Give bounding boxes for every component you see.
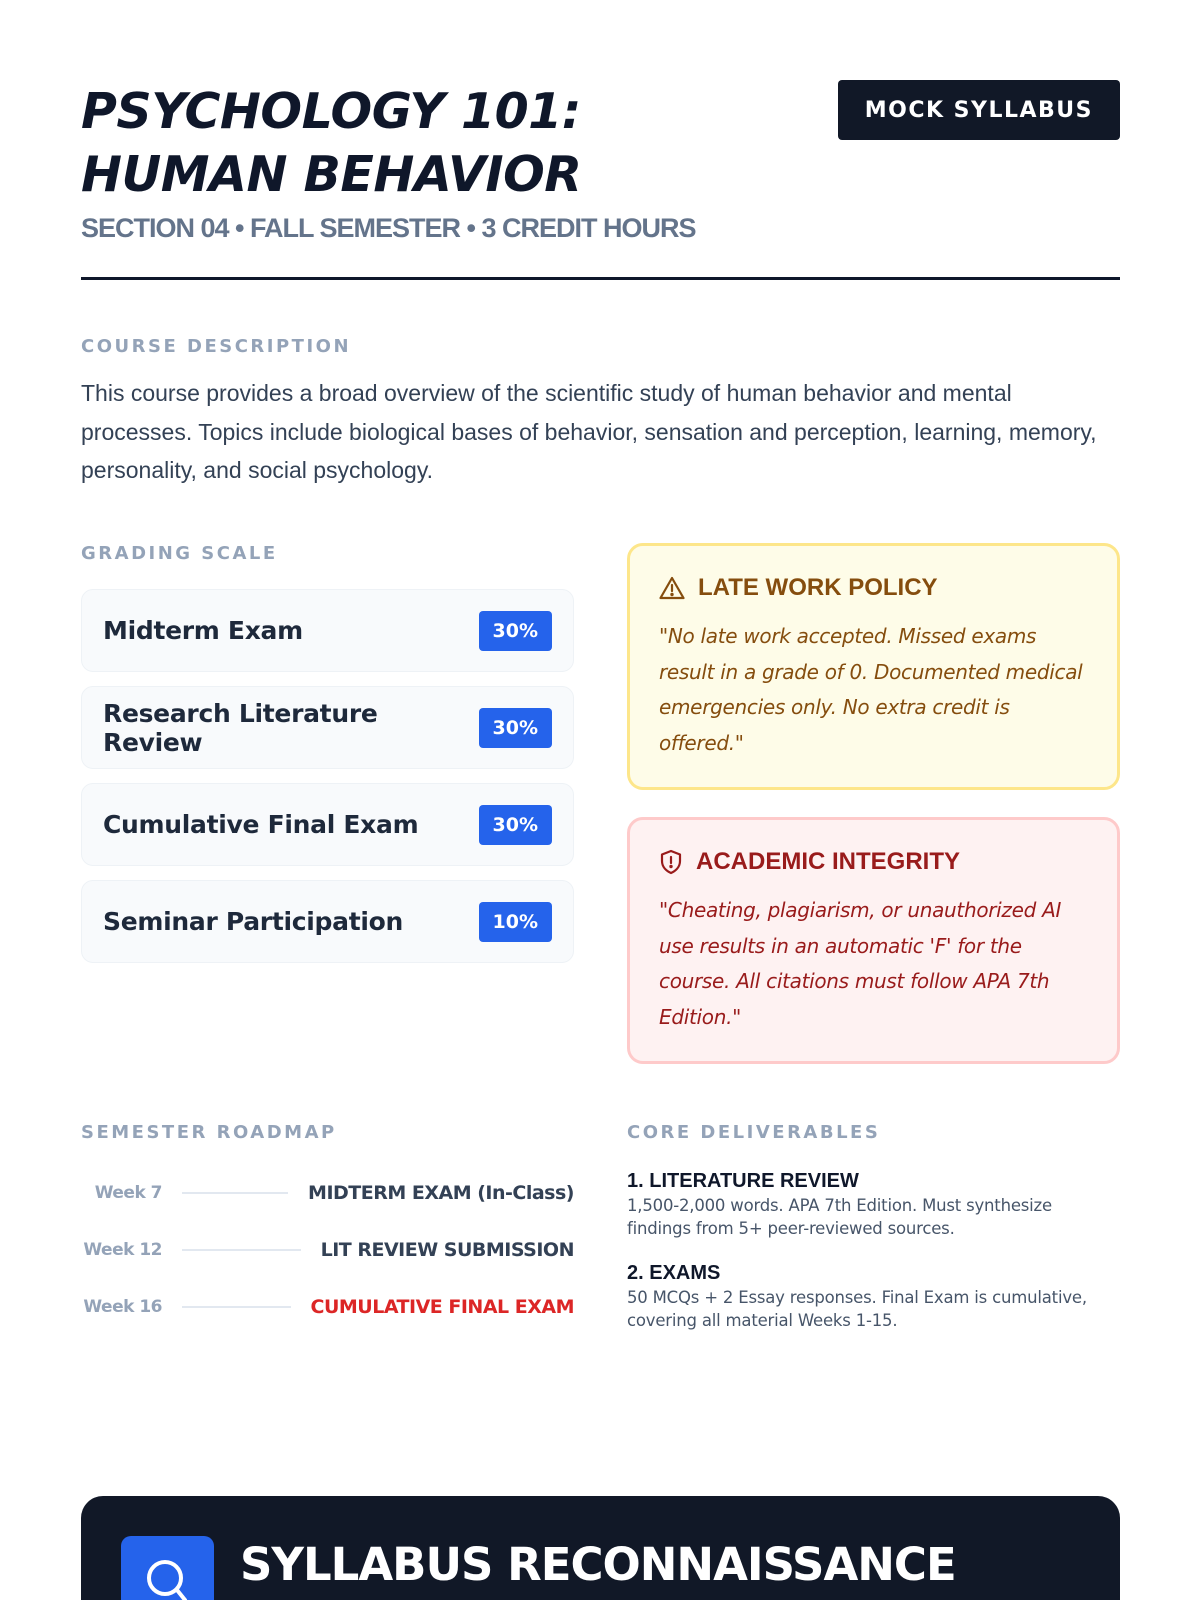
- semester-roadmap: [81, 1164, 574, 1335]
- warning-triangle-icon: [659, 576, 685, 600]
- grading-list: [81, 589, 574, 977]
- deliverable-title: 1. LITERATURE REVIEW: [627, 1170, 859, 1192]
- grade-item: [81, 589, 574, 672]
- roadmap-item: [81, 1278, 574, 1335]
- search-icon: [141, 1558, 195, 1600]
- grade-item: [81, 880, 574, 963]
- mock-syllabus-badge: MOCK SYLLABUS: [838, 80, 1120, 140]
- page-title: PSYCHOLOGY 101: HUMAN BEHAVIOR: [81, 83, 582, 203]
- roadmap-item: [81, 1221, 574, 1278]
- grade-name: Seminar Participation: [103, 907, 403, 936]
- semester-roadmap-label: SEMESTER ROADMAP: [81, 1122, 337, 1143]
- roadmap-week: Week 16: [83, 1296, 162, 1317]
- roadmap-event-highlighted: CUMULATIVE FINAL EXAM: [310, 1295, 574, 1318]
- grading-scale-label: GRADING SCALE: [81, 543, 278, 564]
- roadmap-connector: [182, 1192, 288, 1194]
- deliverable-title: 2. EXAMS: [627, 1262, 721, 1284]
- search-icon-tile: [121, 1536, 214, 1600]
- grade-weight-badge: 30%: [479, 611, 552, 651]
- core-deliverables-label: CORE DELIVERABLES: [627, 1122, 881, 1143]
- roadmap-connector: [182, 1306, 291, 1308]
- roadmap-event: MIDTERM EXAM (In-Class): [308, 1181, 574, 1204]
- roadmap-week: Week 12: [83, 1239, 162, 1260]
- grade-name: Cumulative Final Exam: [103, 810, 419, 839]
- academic-integrity-card: [627, 817, 1120, 1064]
- late-work-policy-title: LATE WORK POLICY: [698, 574, 938, 601]
- roadmap-week: Week 7: [94, 1182, 162, 1203]
- deliverable-item: [627, 1260, 1120, 1332]
- late-work-policy-card: [627, 543, 1120, 790]
- roadmap-connector: [182, 1249, 301, 1251]
- syllabus-reconnaissance-banner: [81, 1496, 1120, 1600]
- grade-item: [81, 686, 574, 769]
- course-subtitle: SECTION 04 • FALL SEMESTER • 3 CREDIT HOURS: [81, 213, 696, 243]
- grade-weight-badge: 10%: [479, 902, 552, 942]
- deliverable-description: 50 MCQs + 2 Essay responses. Final Exam is cumulative, covering all material Weeks 1-15.: [627, 1288, 1087, 1330]
- deliverable-description: 1,500-2,000 words. APA 7th Edition. Must synthesize findings from 5+ peer-reviewed sources.: [627, 1196, 1052, 1238]
- grade-weight-badge: 30%: [479, 805, 552, 845]
- late-work-policy-text: "No late work accepted. Missed exams result in a grade of 0. Documented medical emergencies only. No extra credit is offered.": [659, 624, 1083, 755]
- academic-integrity-title: ACADEMIC INTEGRITY: [696, 848, 960, 875]
- deliverables-list: [627, 1168, 1120, 1352]
- grade-name: Midterm Exam: [103, 616, 303, 645]
- grade-item: [81, 783, 574, 866]
- banner-title: SYLLABUS RECONNAISSANCE: [240, 1538, 956, 1591]
- course-description-text: This course provides a broad overview of the scientific study of human behavior and mental processes. Topics include biological bases of behavior, sensation and perception, learning, memory, personality, and social psychology.: [81, 380, 1097, 483]
- grade-name: Research Literature Review: [103, 698, 378, 757]
- deliverable-item: [627, 1168, 1120, 1240]
- shield-alert-icon: [659, 849, 683, 875]
- course-description-label: COURSE DESCRIPTION: [81, 336, 352, 357]
- academic-integrity-text: "Cheating, plagiarism, or unauthorized AI use results in an automatic 'F' for the course. All citations must follow APA 7th Edition.": [659, 898, 1062, 1029]
- syllabus-page: [81, 0, 1120, 1600]
- grade-weight-badge: 30%: [479, 708, 552, 748]
- roadmap-event: LIT REVIEW SUBMISSION: [320, 1238, 574, 1261]
- header-divider: [81, 277, 1120, 280]
- roadmap-item: [81, 1164, 574, 1221]
